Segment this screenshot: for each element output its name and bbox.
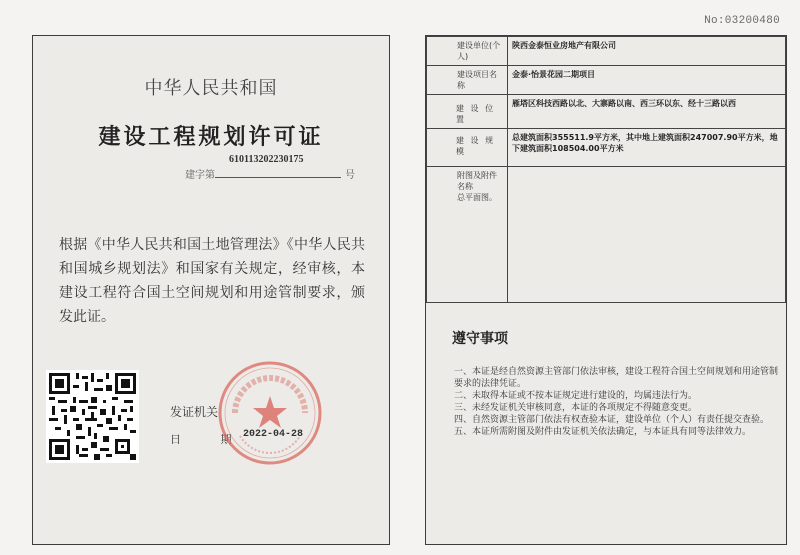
row-value: 陕西金泰恒业房地产有限公司 <box>508 37 786 66</box>
row-label: 建设项目名称 <box>427 66 508 95</box>
issue-date: 2022-04-28 <box>243 429 304 440</box>
official-seal-icon <box>215 358 325 468</box>
certificate-right-page <box>425 35 787 545</box>
cert-underline <box>215 177 341 178</box>
list-item: 五、本证所需附图及附件由发证机关依法确定，与本证具有同等法律效力。 <box>454 427 752 437</box>
row-value <box>508 167 786 303</box>
list-item: 一、本证是经自然资源主管部门依法审核，建设工程符合国土空间规划和用途管制要求的法律凭证。 <box>454 367 779 389</box>
cert-suffix: 号 <box>345 170 355 181</box>
row-value: 金泰·怡景花园二期项目 <box>508 66 786 95</box>
certificate-number: 610113202230175 <box>229 154 304 165</box>
certificate-left-page <box>32 35 390 545</box>
table-row <box>427 66 786 95</box>
table-row <box>427 167 786 303</box>
issuer-label: 发证机关 <box>170 405 219 419</box>
date-label: 日 期 <box>170 433 250 446</box>
row-label: 附图及附件名称 总平面图。 <box>427 167 508 303</box>
serial-number: No:03200480 <box>704 15 780 27</box>
row-value: 雁塔区科技西路以北、大寨路以南、西三环以东、经十三路以西 <box>508 95 786 129</box>
notice-title: 遵守事项 <box>452 331 508 347</box>
table-row <box>427 129 786 167</box>
list-item: 二、未取得本证或不按本证规定进行建设的，均属违法行为。 <box>454 391 698 401</box>
row-label: 建 设 规 模 <box>427 129 508 167</box>
row-label: 建设单位(个人) <box>427 37 508 66</box>
row-value: 总建筑面积355511.9平方米，其中地上建筑面积247007.90平方米，地下建筑面积108504.00平方米 <box>508 129 786 167</box>
qr-code <box>46 370 139 463</box>
certificate-body: 根据《中华人民共和国土地管理法》《中华人民共和国城乡规划法》和国家有关规定，经审核，本建设工程符合国土空间规划和用途管制要求，颁发此证。 <box>59 237 365 325</box>
qr-code-icon <box>49 373 136 460</box>
row-label: 建 设 位 置 <box>427 95 508 129</box>
notice-list <box>454 366 779 438</box>
table-row <box>427 37 786 66</box>
list-item: 三、未经发证机关审核同意，本证的各项规定不得随意变更。 <box>454 403 698 413</box>
list-item: 四、自然资源主管部门依法有权查验本证，建设单位（个人）有责任提交查验。 <box>454 415 770 425</box>
table-row <box>427 95 786 129</box>
cert-prefix: 建字第 <box>185 170 215 181</box>
project-info-table <box>426 36 786 303</box>
country-name: 中华人民共和国 <box>144 78 278 99</box>
certificate-title: 建设工程规划许可证 <box>98 125 324 150</box>
